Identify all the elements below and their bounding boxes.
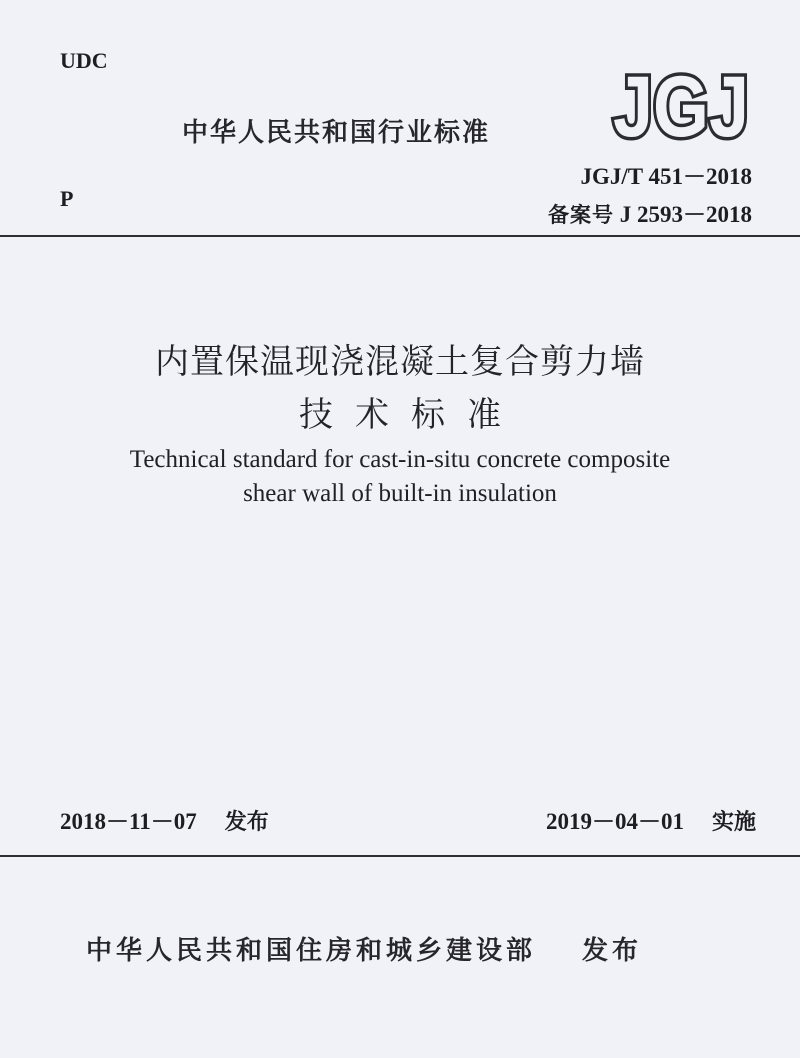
title-cn-line-2: 技术标准 bbox=[299, 395, 523, 435]
issue-label: 发布 bbox=[224, 810, 269, 835]
implement-date-line bbox=[546, 803, 756, 836]
record-number-line bbox=[548, 196, 752, 229]
record-number: J 2593－2018 bbox=[619, 202, 752, 227]
record-label: 备案号 bbox=[548, 203, 614, 227]
title-en-line-2: shear wall of built-in insulation bbox=[243, 480, 557, 507]
bottom-divider bbox=[0, 855, 800, 857]
title-cn-line-1: 内置保温现浇混凝土复合剪力墙 bbox=[155, 342, 645, 382]
publish-label: 发布 bbox=[582, 936, 643, 966]
implement-date: 2019－04－01 bbox=[545, 809, 684, 834]
issue-date-line bbox=[60, 803, 269, 836]
publisher-line bbox=[86, 930, 642, 967]
issue-date: 2018－11－07 bbox=[60, 809, 197, 834]
svg-text:JGJ: JGJ bbox=[613, 59, 749, 155]
title-en-line-1: Technical standard for cast-in-situ concrete composite bbox=[129, 446, 671, 473]
classification-code: P bbox=[60, 186, 74, 211]
standard-code: JGJ/T 451－2018 bbox=[580, 164, 752, 189]
implement-label: 实施 bbox=[711, 810, 756, 835]
top-divider bbox=[0, 235, 800, 237]
udc-label: UDC bbox=[60, 48, 108, 73]
publisher-name: 中华人民共和国住房和城乡建设部 bbox=[86, 936, 537, 966]
jgj-logo bbox=[610, 59, 752, 155]
industry-standard-heading: 中华人民共和国行业标准 bbox=[182, 118, 491, 148]
